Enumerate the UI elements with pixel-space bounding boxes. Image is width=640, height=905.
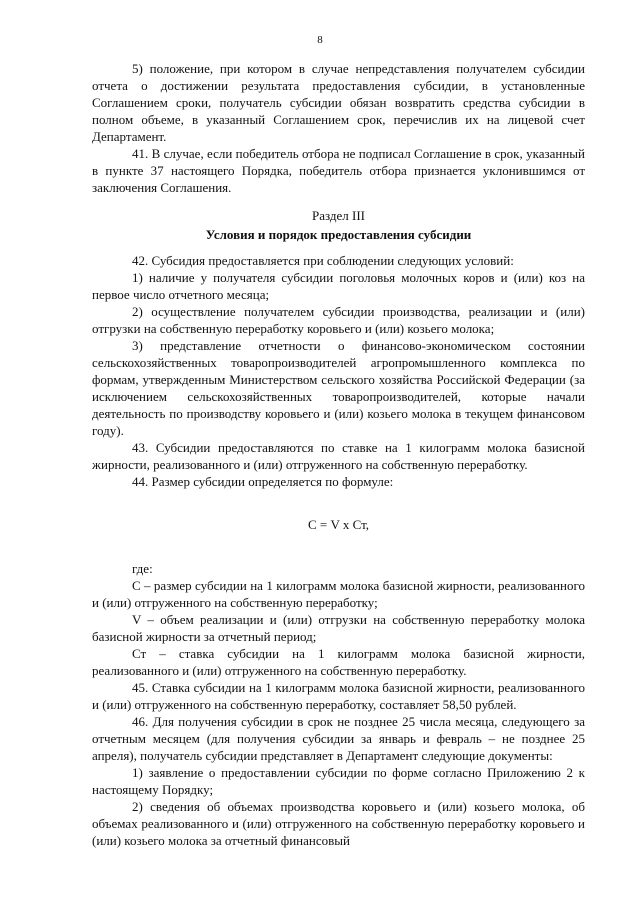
definition-st: Ст – ставка субсидии на 1 килограмм молока базисной жирности, реализованного и (или) отгруженного на собственную переработку. xyxy=(92,646,585,678)
paragraph-42-item-1: 1) наличие у получателя субсидии поголовья молочных коров и (или) коз на первое число отчетного месяца; xyxy=(92,270,585,302)
paragraph-42: 42. Субсидия предоставляется при соблюдении следующих условий: xyxy=(132,253,514,268)
where-label: где: xyxy=(132,561,153,576)
paragraph-46-item-1: 1) заявление о предоставлении субсидии по форме согласно Приложению 2 к настоящему Порядку; xyxy=(92,765,585,797)
paragraph-45: 45. Ставка субсидии на 1 килограмм молока базисной жирности, реализованного и (или) отгруженного на собственную переработку, составляет 58,50 рублей. xyxy=(92,680,585,712)
section-label: Раздел III xyxy=(311,208,365,223)
paragraph-41: 41. В случае, если победитель отбора не подписал Соглашение в срок, указанный в пункте 37 настоящего Порядка, победитель отбора признается уклонившимся от заключения Соглашения. xyxy=(92,146,585,195)
paragraph-43: 43. Субсидии предоставляются по ставке на 1 килограмм молока базисной жирности, реализованного и (или) отгруженного на собственную переработку. xyxy=(92,440,585,472)
paragraph-42-item-2: 2) осуществление получателем субсидии производства, реализации и (или) отгрузки на собственную переработку коровьего и (или) козьего молока; xyxy=(92,304,585,336)
document-body xyxy=(92,60,585,849)
paragraph-46-item-2: 2) сведения об объемах производства коровьего и (или) козьего молока, об объемах реализованного и (или) отгруженного на собственную переработку коровьего и (или) козьего молока за отчетный финансовый xyxy=(92,799,585,848)
section-title: Условия и порядок предоставления субсидии xyxy=(205,227,472,242)
paragraph-42-item-3: 3) представление отчетности о финансово-экономическом состоянии сельскохозяйственных товаропроизводителей агропромышленного комплекса по формам, утвержденным Министерством сельского хозяйства Российской Федерации (за исключением сельскохозяйственных товаропроизводителей, которые начали деятельность по производству коровьего и (или) козьего молока в текущем финансовом году). xyxy=(92,338,585,438)
page-number: 8 xyxy=(317,34,323,46)
definition-v: V – объем реализации и (или) отгрузки на собственную переработку молока базисной жирности за отчетный период; xyxy=(92,612,585,644)
paragraph-item-5: 5) положение, при котором в случае непредставления получателем субсидии отчета о достижении результата предоставления субсидии, в установленные Соглашением сроки, получатель субсидии обязан возвратить средства субсидии в полном объеме, в указанный Соглашением срок, перечислив их на лицевой счет Департамент. xyxy=(92,61,585,144)
paragraph-44: 44. Размер субсидии определяется по формуле: xyxy=(132,474,394,489)
paragraph-46: 46. Для получения субсидии в срок не позднее 25 числа месяца, следующего за отчетным месяцем (для получения субсидии за январь и февраль – не позднее 25 апреля), получатель субсидии представляет в Департамент следующие документы: xyxy=(92,714,585,763)
formula: С = V х Ст, xyxy=(307,517,370,532)
definition-c: С – размер субсидии на 1 килограмм молока базисной жирности, реализованного и (или) отгруженного на собственную переработку; xyxy=(92,578,585,610)
